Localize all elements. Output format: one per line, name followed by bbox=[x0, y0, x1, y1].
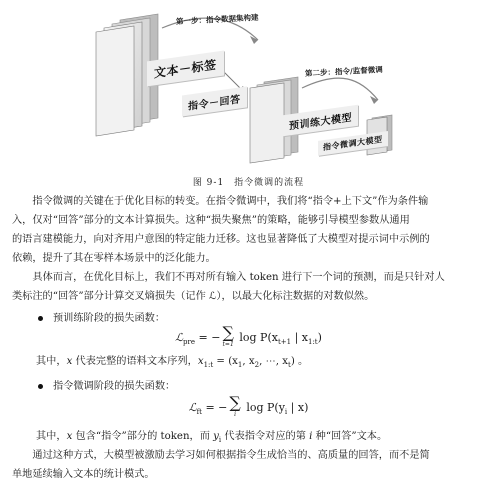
eq2-exp-d-sub: i bbox=[218, 436, 222, 445]
p1-line4: 依赖，提升了其在零样本场景中的泛化能力。 bbox=[12, 253, 216, 264]
bullet-finetune-loss bbox=[38, 377, 175, 392]
box-finetuned-model: 指令微调大模型 bbox=[318, 131, 388, 156]
eq1-exp-e: = (x bbox=[213, 356, 238, 367]
eq1-rhs-end: ) bbox=[317, 331, 322, 344]
equation-pretrain-loss: ℒ$_{pre}$ = − ∑ t=1 $\log P(x_{t+1}$ | $x_{1:t}$) bbox=[175, 323, 322, 348]
p2-line2: 类标注的“回答”部分计算交叉熵损失（记作 ℒ），以最大化标注数据的对数似然。 bbox=[12, 291, 375, 302]
eq2-lhs: ℒ bbox=[188, 401, 197, 414]
p3-line2: 单地延续输入文本的统计模式。 bbox=[12, 469, 155, 480]
p1-line1: 指令微调的关键在于优化目标的转变。在指令微调中，我们将“指令+上下文”作为条件输 bbox=[32, 196, 429, 207]
eq1-exp-d: x bbox=[197, 356, 204, 367]
eq2-exp-d: y bbox=[213, 431, 219, 442]
eq1-rhs-sub1: t+1 bbox=[277, 338, 292, 347]
p2-line1: 具体而言，在优化目标上，我们不再对所有输入 token 进行下一个词的预测，而是只针对人 bbox=[32, 272, 445, 283]
p1-line2: 入，仅对“回答”部分的文本计算损失。这种“损失聚焦”的策略，能够引导模型参数从通用 bbox=[12, 215, 410, 226]
eq2-lhs-sub: ft bbox=[196, 408, 202, 417]
eq1-rhs-sub2: 1:t bbox=[307, 338, 318, 347]
p1-line3: 的语言建模能力，向对齐用户意图的特定能力迁移。这也显著降低了大模型对提示词中示例的 bbox=[12, 234, 430, 245]
eq2-rhs: log P(y bbox=[246, 401, 285, 414]
eq2-exp-f: i bbox=[309, 431, 313, 442]
eq1-exp-d-sub: 1:t bbox=[203, 361, 214, 370]
eq1-exp-h: ) 。 bbox=[290, 356, 309, 367]
eq2-exp-a: 其中， bbox=[36, 431, 67, 442]
eq1-rhs-mid: | x bbox=[291, 331, 308, 344]
eq2-sum: ∑ i bbox=[229, 393, 241, 418]
eq1-exp-g: , ⋯, x bbox=[259, 356, 288, 367]
arrow-step2-icon bbox=[302, 78, 378, 100]
bullet1-text: 预训练阶段的损失函数： bbox=[53, 313, 166, 324]
paragraph-1 bbox=[12, 192, 485, 268]
eq2-rhs-end: | x) bbox=[287, 401, 309, 414]
eq1-rhs: log P(x bbox=[239, 331, 278, 344]
eq1-exp-a: 其中， bbox=[36, 356, 67, 367]
eq1-exp-f-sub: 2 bbox=[254, 361, 260, 370]
eq2-exp-c: 包含“指令”部分的 token，而 bbox=[72, 431, 214, 442]
eq1-exp-e-sub: 1 bbox=[237, 361, 243, 370]
eq2-exp-b: x bbox=[66, 431, 73, 442]
eq1-sum: ∑ t=1 bbox=[222, 323, 234, 348]
eq1-lhs-sub: pre bbox=[183, 338, 195, 347]
eq1-exp-c: 代表完整的语料文本序列， bbox=[72, 356, 198, 367]
eq1-exp-g-sub: t bbox=[287, 361, 291, 370]
eq2-explanation bbox=[36, 427, 387, 444]
figure-graphic bbox=[0, 0, 497, 180]
eq2-exp-g: 种“回答”文本。 bbox=[312, 431, 388, 442]
bullet-dot-icon bbox=[38, 316, 43, 321]
box-pretrained-model: 预训练大模型 bbox=[283, 105, 358, 137]
eq1-exp-f: , x bbox=[242, 356, 255, 367]
paragraph-3 bbox=[12, 446, 485, 484]
bullet-dot-icon bbox=[38, 384, 43, 389]
bullet2-text: 指令微调阶段的损失函数： bbox=[53, 381, 176, 392]
eq1-explanation bbox=[36, 352, 308, 369]
figure-instruction-tuning-flow bbox=[0, 0, 497, 180]
paragraph-2 bbox=[12, 268, 485, 306]
box-instruction-answer: 指令－回答 bbox=[182, 86, 247, 116]
eq1-exp-b: x bbox=[66, 356, 73, 367]
eq2-sum-sub: i bbox=[234, 411, 237, 418]
box-text-label: 文本－标签 bbox=[147, 51, 224, 87]
figure-caption: 图 9-1 指令微调的流程 bbox=[192, 178, 305, 188]
eq1-lhs: ℒ bbox=[175, 331, 184, 344]
bullet-pretrain-loss bbox=[38, 309, 165, 324]
eq1-sum-sub: t=1 bbox=[222, 341, 234, 348]
equation-finetune-loss: ℒ$_{ft}$ = − ∑ i $\log P(y_i$ | x) bbox=[188, 393, 309, 418]
eq2-exp-e: 代表指令对应的第 bbox=[221, 431, 310, 442]
step2-label: 第二步：指令/监督微调 bbox=[304, 64, 383, 79]
step1-label: 第一步：指令数据集构建 bbox=[175, 12, 259, 27]
p3-line1: 通过这种方式，大模型被激励去学习如何根据指令生成恰当的、高质量的回答，而不是简 bbox=[32, 450, 430, 461]
eq2-rhs-sub: i bbox=[284, 408, 288, 417]
